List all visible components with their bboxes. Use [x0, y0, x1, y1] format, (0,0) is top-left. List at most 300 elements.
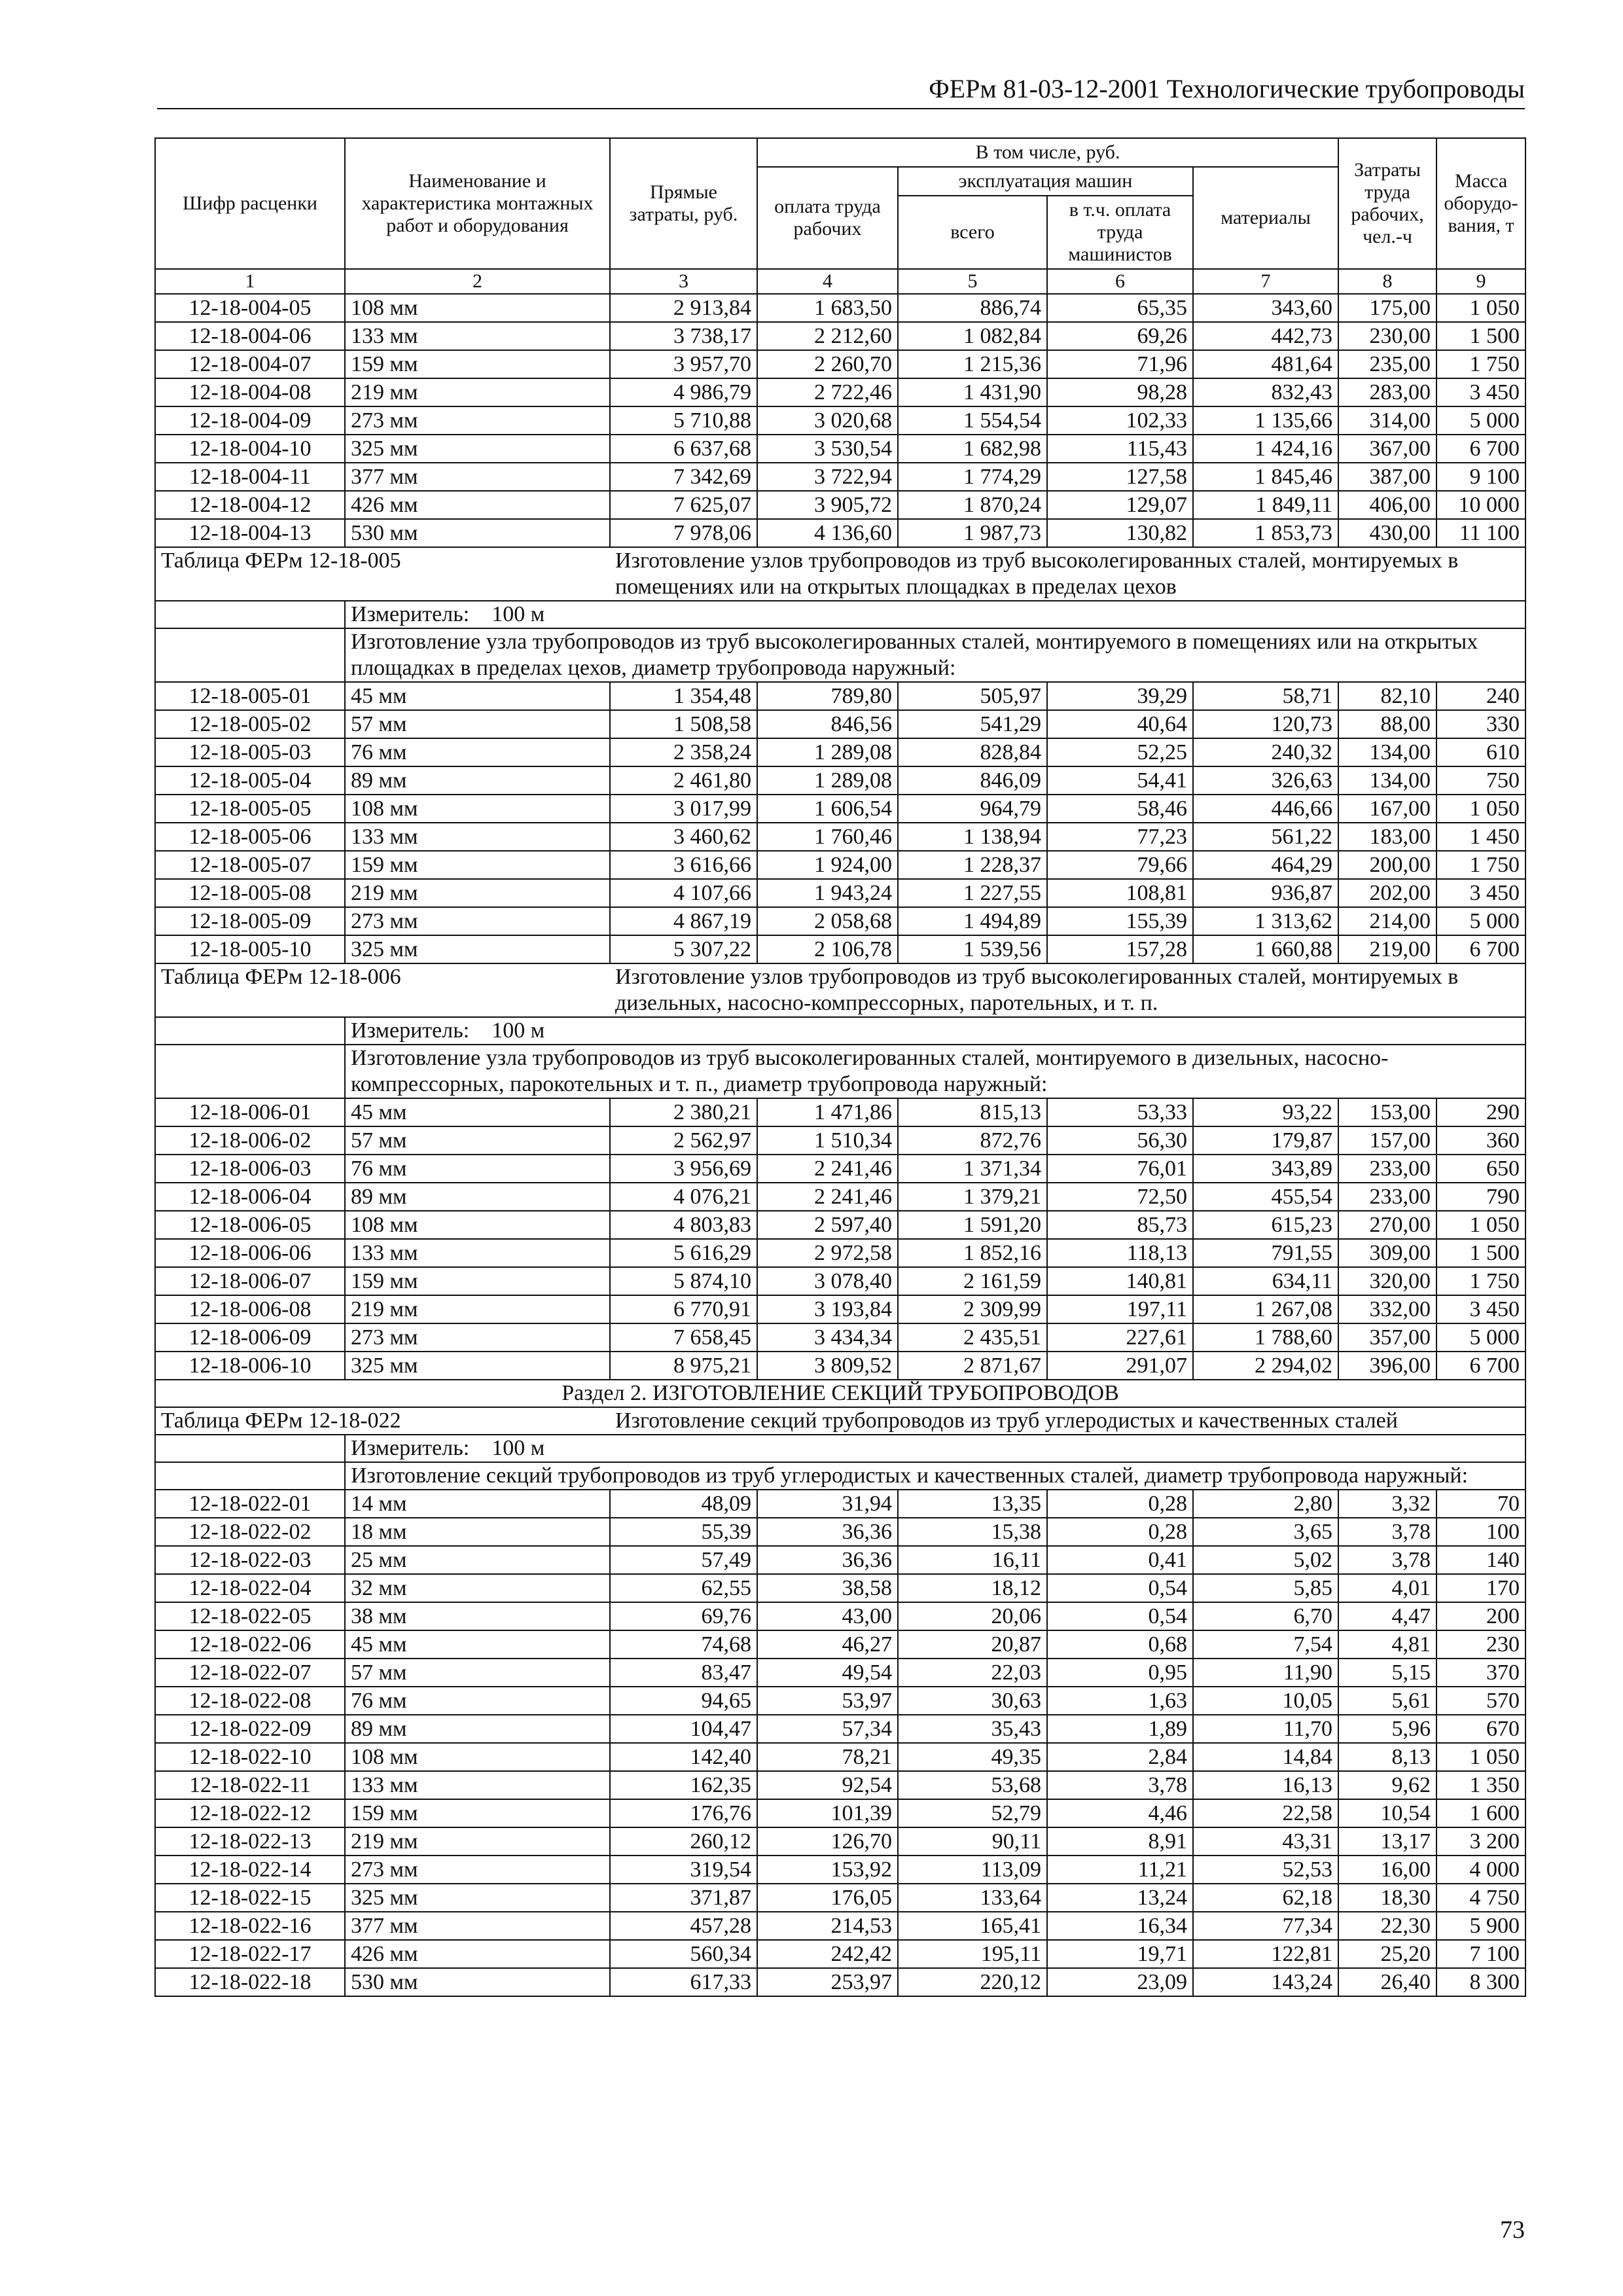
description-blank-cell — [155, 1045, 345, 1098]
rate-code-cell: 12-18-022-17 — [155, 1940, 345, 1968]
labor-hours-cell: 8,13 — [1338, 1743, 1436, 1771]
machines-labor-cell: 227,61 — [1047, 1323, 1193, 1352]
materials-cell: 16,13 — [1193, 1771, 1338, 1799]
equipment-mass-cell: 170 — [1436, 1574, 1525, 1602]
table-row — [155, 294, 1525, 322]
col-header-materials: материалы — [1193, 167, 1338, 269]
measure-blank-cell — [155, 1435, 345, 1462]
equipment-mass-cell: 5 000 — [1436, 406, 1525, 435]
machines-total-cell: 90,11 — [898, 1827, 1047, 1856]
machines-labor-cell: 71,96 — [1047, 350, 1193, 378]
item-name-cell: 89 мм — [345, 766, 610, 795]
table-number: Таблица ФЕРм 12-18-005 — [155, 547, 610, 601]
equipment-mass-cell: 3 450 — [1436, 879, 1525, 907]
materials-cell: 1 845,46 — [1193, 463, 1338, 491]
measure-row — [155, 1435, 1525, 1462]
work-description: Изготовление секций трубопроводов из труб углеродистых и качественных сталей, диаметр трубопровода наружный: — [345, 1462, 1525, 1490]
equipment-mass-cell: 6 700 — [1436, 1352, 1525, 1380]
machines-labor-cell: 0,95 — [1047, 1659, 1193, 1687]
col-header-machines-total: всего — [898, 196, 1047, 269]
item-name-cell: 133 мм — [345, 322, 610, 350]
rate-code-cell: 12-18-022-05 — [155, 1602, 345, 1630]
direct-cost-cell: 5 710,88 — [610, 406, 757, 435]
materials-cell: 120,73 — [1193, 710, 1338, 738]
direct-cost-cell: 2 461,80 — [610, 766, 757, 795]
rate-code-cell: 12-18-022-04 — [155, 1574, 345, 1602]
labor-hours-cell: 396,00 — [1338, 1352, 1436, 1380]
column-number: 8 — [1338, 269, 1436, 294]
table-header — [155, 138, 1525, 294]
equipment-mass-cell: 1 050 — [1436, 795, 1525, 823]
table-row — [155, 1884, 1525, 1912]
direct-cost-cell: 74,68 — [610, 1630, 757, 1659]
section-row — [155, 1380, 1525, 1407]
machines-labor-cell: 19,71 — [1047, 1940, 1193, 1968]
item-name-cell: 273 мм — [345, 1323, 610, 1352]
table-row — [155, 491, 1525, 519]
column-number: 2 — [345, 269, 610, 294]
rate-code-cell: 12-18-005-10 — [155, 935, 345, 963]
materials-cell: 455,54 — [1193, 1183, 1338, 1211]
labor-pay-cell: 846,56 — [757, 710, 898, 738]
direct-cost-cell: 3 957,70 — [610, 350, 757, 378]
machines-labor-cell: 0,28 — [1047, 1490, 1193, 1518]
machines-labor-cell: 0,54 — [1047, 1602, 1193, 1630]
direct-cost-cell: 6 637,68 — [610, 435, 757, 463]
direct-cost-cell: 3 616,66 — [610, 851, 757, 879]
table-row — [155, 1912, 1525, 1940]
direct-cost-cell: 3 738,17 — [610, 322, 757, 350]
direct-cost-cell: 7 658,45 — [610, 1323, 757, 1352]
machines-total-cell: 18,12 — [898, 1574, 1047, 1602]
machines-labor-cell: 0,68 — [1047, 1630, 1193, 1659]
materials-cell: 122,81 — [1193, 1940, 1338, 1968]
machines-total-cell: 220,12 — [898, 1968, 1047, 1996]
item-name-cell: 159 мм — [345, 1799, 610, 1827]
direct-cost-cell: 4 107,66 — [610, 879, 757, 907]
labor-pay-cell: 3 193,84 — [757, 1295, 898, 1323]
direct-cost-cell: 4 867,19 — [610, 907, 757, 935]
equipment-mass-cell: 9 100 — [1436, 463, 1525, 491]
equipment-mass-cell: 10 000 — [1436, 491, 1525, 519]
rate-code-cell: 12-18-006-06 — [155, 1239, 345, 1267]
machines-labor-cell: 56,30 — [1047, 1126, 1193, 1155]
rate-code-cell: 12-18-006-09 — [155, 1323, 345, 1352]
direct-cost-cell: 260,12 — [610, 1827, 757, 1856]
column-number: 3 — [610, 269, 757, 294]
table-row — [155, 823, 1525, 851]
equipment-mass-cell: 650 — [1436, 1155, 1525, 1183]
rate-code-cell: 12-18-006-07 — [155, 1267, 345, 1295]
labor-hours-cell: 3,78 — [1338, 1546, 1436, 1574]
machines-labor-cell: 3,78 — [1047, 1771, 1193, 1799]
equipment-mass-cell: 1 350 — [1436, 1771, 1525, 1799]
measure-spacer — [469, 1436, 491, 1460]
machines-labor-cell: 98,28 — [1047, 378, 1193, 406]
machines-total-cell: 1 215,36 — [898, 350, 1047, 378]
direct-cost-cell: 5 874,10 — [610, 1267, 757, 1295]
item-name-cell: 377 мм — [345, 463, 610, 491]
machines-total-cell: 20,87 — [898, 1630, 1047, 1659]
table-row — [155, 1098, 1525, 1126]
direct-cost-cell: 7 342,69 — [610, 463, 757, 491]
col-header-labor-hours: Затраты труда рабочих, чел.-ч — [1338, 138, 1436, 269]
column-number: 5 — [898, 269, 1047, 294]
machines-labor-cell: 155,39 — [1047, 907, 1193, 935]
labor-pay-cell: 3 078,40 — [757, 1267, 898, 1295]
labor-pay-cell: 253,97 — [757, 1968, 898, 1996]
machines-total-cell: 1 852,16 — [898, 1239, 1047, 1267]
equipment-mass-cell: 11 100 — [1436, 519, 1525, 547]
equipment-mass-cell: 70 — [1436, 1490, 1525, 1518]
table-row — [155, 851, 1525, 879]
labor-pay-cell: 46,27 — [757, 1630, 898, 1659]
labor-pay-cell: 1 683,50 — [757, 294, 898, 322]
table-row — [155, 435, 1525, 463]
equipment-mass-cell: 140 — [1436, 1546, 1525, 1574]
machines-total-cell: 165,41 — [898, 1912, 1047, 1940]
item-name-cell: 76 мм — [345, 738, 610, 766]
rate-code-cell: 12-18-004-06 — [155, 322, 345, 350]
equipment-mass-cell: 1 050 — [1436, 294, 1525, 322]
labor-pay-cell: 1 289,08 — [757, 738, 898, 766]
item-name-cell: 14 мм — [345, 1490, 610, 1518]
rate-code-cell: 12-18-004-08 — [155, 378, 345, 406]
table-row — [155, 1771, 1525, 1799]
labor-hours-cell: 167,00 — [1338, 795, 1436, 823]
rate-code-cell: 12-18-004-11 — [155, 463, 345, 491]
machines-total-cell: 49,35 — [898, 1743, 1047, 1771]
labor-pay-cell: 101,39 — [757, 1799, 898, 1827]
item-name-cell: 325 мм — [345, 435, 610, 463]
direct-cost-cell: 4 803,83 — [610, 1211, 757, 1239]
labor-hours-cell: 233,00 — [1338, 1155, 1436, 1183]
machines-total-cell: 1 228,37 — [898, 851, 1047, 879]
machines-total-cell: 15,38 — [898, 1518, 1047, 1546]
item-name-cell: 89 мм — [345, 1715, 610, 1743]
machines-total-cell: 1 227,55 — [898, 879, 1047, 907]
table-row — [155, 1490, 1525, 1518]
equipment-mass-cell: 8 300 — [1436, 1968, 1525, 1996]
direct-cost-cell: 1 354,48 — [610, 682, 757, 710]
equipment-mass-cell: 370 — [1436, 1659, 1525, 1687]
labor-pay-cell: 3 530,54 — [757, 435, 898, 463]
labor-hours-cell: 10,54 — [1338, 1799, 1436, 1827]
item-name-cell: 530 мм — [345, 1968, 610, 1996]
description-blank-cell — [155, 1462, 345, 1490]
machines-labor-cell: 1,89 — [1047, 1715, 1193, 1743]
measure-value: 100 м — [491, 1436, 545, 1460]
direct-cost-cell: 5 307,22 — [610, 935, 757, 963]
direct-cost-cell: 2 562,97 — [610, 1126, 757, 1155]
materials-cell: 326,63 — [1193, 766, 1338, 795]
column-number: 7 — [1193, 269, 1338, 294]
labor-hours-cell: 183,00 — [1338, 823, 1436, 851]
materials-cell: 2,80 — [1193, 1490, 1338, 1518]
labor-hours-cell: 82,10 — [1338, 682, 1436, 710]
direct-cost-cell: 3 017,99 — [610, 795, 757, 823]
labor-pay-cell: 2 972,58 — [757, 1239, 898, 1267]
item-name-cell: 133 мм — [345, 1239, 610, 1267]
materials-cell: 634,11 — [1193, 1267, 1338, 1295]
materials-cell: 93,22 — [1193, 1098, 1338, 1126]
labor-hours-cell: 157,00 — [1338, 1126, 1436, 1155]
machines-labor-cell: 72,50 — [1047, 1183, 1193, 1211]
item-name-cell: 530 мм — [345, 519, 610, 547]
machines-total-cell: 30,63 — [898, 1687, 1047, 1715]
labor-hours-cell: 235,00 — [1338, 350, 1436, 378]
labor-hours-cell: 4,81 — [1338, 1630, 1436, 1659]
labor-pay-cell: 3 722,94 — [757, 463, 898, 491]
rate-code-cell: 12-18-005-08 — [155, 879, 345, 907]
table-row — [155, 1352, 1525, 1380]
labor-hours-cell: 270,00 — [1338, 1211, 1436, 1239]
rate-code-cell: 12-18-022-01 — [155, 1490, 345, 1518]
item-name-cell: 108 мм — [345, 1743, 610, 1771]
labor-hours-cell: 5,15 — [1338, 1659, 1436, 1687]
item-name-cell: 377 мм — [345, 1912, 610, 1940]
machines-labor-cell: 85,73 — [1047, 1211, 1193, 1239]
labor-pay-cell: 3 434,34 — [757, 1323, 898, 1352]
machines-total-cell: 1 494,89 — [898, 907, 1047, 935]
item-name-cell: 219 мм — [345, 879, 610, 907]
materials-cell: 179,87 — [1193, 1126, 1338, 1155]
equipment-mass-cell: 1 500 — [1436, 1239, 1525, 1267]
direct-cost-cell: 57,49 — [610, 1546, 757, 1574]
labor-hours-cell: 5,61 — [1338, 1687, 1436, 1715]
measure-blank-cell — [155, 601, 345, 628]
equipment-mass-cell: 610 — [1436, 738, 1525, 766]
col-header-code: Шифр расценки — [155, 138, 345, 269]
labor-pay-cell: 1 471,86 — [757, 1098, 898, 1126]
direct-cost-cell: 62,55 — [610, 1574, 757, 1602]
page-number: 73 — [1500, 2216, 1525, 2244]
equipment-mass-cell: 1 050 — [1436, 1211, 1525, 1239]
table-row — [155, 519, 1525, 547]
col-header-machines: эксплуатация машин — [898, 167, 1193, 196]
equipment-mass-cell: 1 450 — [1436, 823, 1525, 851]
item-name-cell: 89 мм — [345, 1183, 610, 1211]
labor-pay-cell: 1 606,54 — [757, 795, 898, 823]
rate-code-cell: 12-18-022-09 — [155, 1715, 345, 1743]
measure-label: Измеритель: — [351, 1436, 470, 1460]
direct-cost-cell: 2 358,24 — [610, 738, 757, 766]
table-row — [155, 879, 1525, 907]
rate-code-cell: 12-18-022-08 — [155, 1687, 345, 1715]
machines-labor-cell: 127,58 — [1047, 463, 1193, 491]
materials-cell: 343,60 — [1193, 294, 1338, 322]
materials-cell: 62,18 — [1193, 1884, 1338, 1912]
labor-hours-cell: 309,00 — [1338, 1239, 1436, 1267]
machines-labor-cell: 79,66 — [1047, 851, 1193, 879]
materials-cell: 11,70 — [1193, 1715, 1338, 1743]
machines-total-cell: 828,84 — [898, 738, 1047, 766]
machines-labor-cell: 129,07 — [1047, 491, 1193, 519]
rate-code-cell: 12-18-004-10 — [155, 435, 345, 463]
machines-total-cell: 1 539,56 — [898, 935, 1047, 963]
machines-labor-cell: 16,34 — [1047, 1912, 1193, 1940]
equipment-mass-cell: 7 100 — [1436, 1940, 1525, 1968]
machines-total-cell: 964,79 — [898, 795, 1047, 823]
item-name-cell: 57 мм — [345, 1126, 610, 1155]
table-row — [155, 738, 1525, 766]
table-row — [155, 1827, 1525, 1856]
rate-code-cell: 12-18-022-16 — [155, 1912, 345, 1940]
materials-cell: 240,32 — [1193, 738, 1338, 766]
machines-labor-cell: 140,81 — [1047, 1267, 1193, 1295]
rate-code-cell: 12-18-022-11 — [155, 1771, 345, 1799]
direct-cost-cell: 6 770,91 — [610, 1295, 757, 1323]
equipment-mass-cell: 290 — [1436, 1098, 1525, 1126]
labor-hours-cell: 4,01 — [1338, 1574, 1436, 1602]
measure-blank-cell — [155, 1017, 345, 1045]
table-row — [155, 1799, 1525, 1827]
equipment-mass-cell: 5 900 — [1436, 1912, 1525, 1940]
measure-value: 100 м — [491, 602, 545, 626]
col-header-name: Наименование и характеристика монтажных работ и оборудования — [345, 138, 610, 269]
materials-cell: 343,89 — [1193, 1155, 1338, 1183]
rate-code-cell: 12-18-022-07 — [155, 1659, 345, 1687]
rate-code-cell: 12-18-005-07 — [155, 851, 345, 879]
direct-cost-cell: 83,47 — [610, 1659, 757, 1687]
labor-pay-cell: 3 020,68 — [757, 406, 898, 435]
table-heading: Изготовление секций трубопроводов из труб углеродистых и качественных сталей — [610, 1407, 1525, 1435]
direct-cost-cell: 319,54 — [610, 1856, 757, 1884]
rate-code-cell: 12-18-022-15 — [155, 1884, 345, 1912]
item-name-cell: 108 мм — [345, 1211, 610, 1239]
materials-cell: 561,22 — [1193, 823, 1338, 851]
labor-pay-cell: 38,58 — [757, 1574, 898, 1602]
item-name-cell: 219 мм — [345, 1295, 610, 1323]
labor-hours-cell: 134,00 — [1338, 766, 1436, 795]
machines-total-cell: 2 309,99 — [898, 1295, 1047, 1323]
description-blank-cell — [155, 628, 345, 682]
direct-cost-cell: 560,34 — [610, 1940, 757, 1968]
rate-code-cell: 12-18-006-08 — [155, 1295, 345, 1323]
labor-pay-cell: 2 241,46 — [757, 1183, 898, 1211]
machines-labor-cell: 13,24 — [1047, 1884, 1193, 1912]
materials-cell: 1 135,66 — [1193, 406, 1338, 435]
table-row — [155, 795, 1525, 823]
materials-cell: 1 788,60 — [1193, 1323, 1338, 1352]
direct-cost-cell: 7 625,07 — [610, 491, 757, 519]
equipment-mass-cell: 200 — [1436, 1602, 1525, 1630]
equipment-mass-cell: 6 700 — [1436, 935, 1525, 963]
rate-code-cell: 12-18-006-01 — [155, 1098, 345, 1126]
machines-labor-cell: 54,41 — [1047, 766, 1193, 795]
machines-total-cell: 13,35 — [898, 1490, 1047, 1518]
machines-total-cell: 1 138,94 — [898, 823, 1047, 851]
labor-hours-cell: 230,00 — [1338, 322, 1436, 350]
rate-code-cell: 12-18-022-14 — [155, 1856, 345, 1884]
rate-code-cell: 12-18-022-02 — [155, 1518, 345, 1546]
work-description: Изготовление узла трубопроводов из труб высоколегированных сталей, монтируемого в помещениях или на открытых площадках в пределах цехов, диаметр трубопровода наружный: — [345, 628, 1525, 682]
machines-total-cell: 2 871,67 — [898, 1352, 1047, 1380]
rate-code-cell: 12-18-004-07 — [155, 350, 345, 378]
table-row — [155, 1518, 1525, 1546]
machines-labor-cell: 197,11 — [1047, 1295, 1193, 1323]
table-row — [155, 1715, 1525, 1743]
machines-total-cell: 1 682,98 — [898, 435, 1047, 463]
table-row — [155, 1630, 1525, 1659]
item-name-cell: 159 мм — [345, 350, 610, 378]
table-row — [155, 1687, 1525, 1715]
labor-pay-cell: 1 760,46 — [757, 823, 898, 851]
item-name-cell: 57 мм — [345, 710, 610, 738]
col-header-labor-pay: оплата труда рабочих — [757, 167, 898, 269]
materials-cell: 11,90 — [1193, 1659, 1338, 1687]
materials-cell: 10,05 — [1193, 1687, 1338, 1715]
direct-cost-cell: 371,87 — [610, 1884, 757, 1912]
machines-labor-cell: 115,43 — [1047, 435, 1193, 463]
machines-labor-cell: 130,82 — [1047, 519, 1193, 547]
table-row — [155, 1574, 1525, 1602]
labor-hours-cell: 367,00 — [1338, 435, 1436, 463]
table-row — [155, 1940, 1525, 1968]
direct-cost-cell: 5 616,29 — [610, 1239, 757, 1267]
labor-hours-cell: 233,00 — [1338, 1183, 1436, 1211]
labor-pay-cell: 78,21 — [757, 1743, 898, 1771]
item-name-cell: 18 мм — [345, 1518, 610, 1546]
machines-labor-cell: 291,07 — [1047, 1352, 1193, 1380]
labor-hours-cell: 9,62 — [1338, 1771, 1436, 1799]
equipment-mass-cell: 360 — [1436, 1126, 1525, 1155]
materials-cell: 7,54 — [1193, 1630, 1338, 1659]
rate-code-cell: 12-18-005-09 — [155, 907, 345, 935]
materials-cell: 481,64 — [1193, 350, 1338, 378]
machines-labor-cell: 53,33 — [1047, 1098, 1193, 1126]
item-name-cell: 38 мм — [345, 1602, 610, 1630]
table-row — [155, 350, 1525, 378]
materials-cell: 6,70 — [1193, 1602, 1338, 1630]
materials-cell: 22,58 — [1193, 1799, 1338, 1827]
materials-cell: 1 313,62 — [1193, 907, 1338, 935]
labor-hours-cell: 219,00 — [1338, 935, 1436, 963]
item-name-cell: 45 мм — [345, 1630, 610, 1659]
direct-cost-cell: 3 460,62 — [610, 823, 757, 851]
equipment-mass-cell: 1 600 — [1436, 1799, 1525, 1827]
labor-pay-cell: 3 809,52 — [757, 1352, 898, 1380]
machines-total-cell: 1 774,29 — [898, 463, 1047, 491]
labor-pay-cell: 49,54 — [757, 1659, 898, 1687]
machines-labor-cell: 0,41 — [1047, 1546, 1193, 1574]
table-row — [155, 1323, 1525, 1352]
col-header-mass: Масса оборудо-вания, т — [1436, 138, 1525, 269]
labor-pay-cell: 53,97 — [757, 1687, 898, 1715]
labor-pay-cell: 214,53 — [757, 1912, 898, 1940]
measure-cell — [345, 601, 1525, 628]
measure-cell — [345, 1017, 1525, 1045]
direct-cost-cell: 4 076,21 — [610, 1183, 757, 1211]
machines-total-cell: 1 082,84 — [898, 322, 1047, 350]
item-name-cell: 426 мм — [345, 491, 610, 519]
item-name-cell: 219 мм — [345, 1827, 610, 1856]
column-number-row — [155, 269, 1525, 294]
machines-labor-cell: 65,35 — [1047, 294, 1193, 322]
materials-cell: 77,34 — [1193, 1912, 1338, 1940]
equipment-mass-cell: 3 200 — [1436, 1827, 1525, 1856]
equipment-mass-cell: 1 750 — [1436, 350, 1525, 378]
labor-hours-cell: 283,00 — [1338, 378, 1436, 406]
machines-total-cell: 872,76 — [898, 1126, 1047, 1155]
machines-labor-cell: 40,64 — [1047, 710, 1193, 738]
table-number: Таблица ФЕРм 12-18-022 — [155, 1407, 610, 1435]
labor-hours-cell: 16,00 — [1338, 1856, 1436, 1884]
norms-table — [154, 137, 1526, 1997]
table-title-row — [155, 1407, 1525, 1435]
measure-row — [155, 1017, 1525, 1045]
equipment-mass-cell: 330 — [1436, 710, 1525, 738]
